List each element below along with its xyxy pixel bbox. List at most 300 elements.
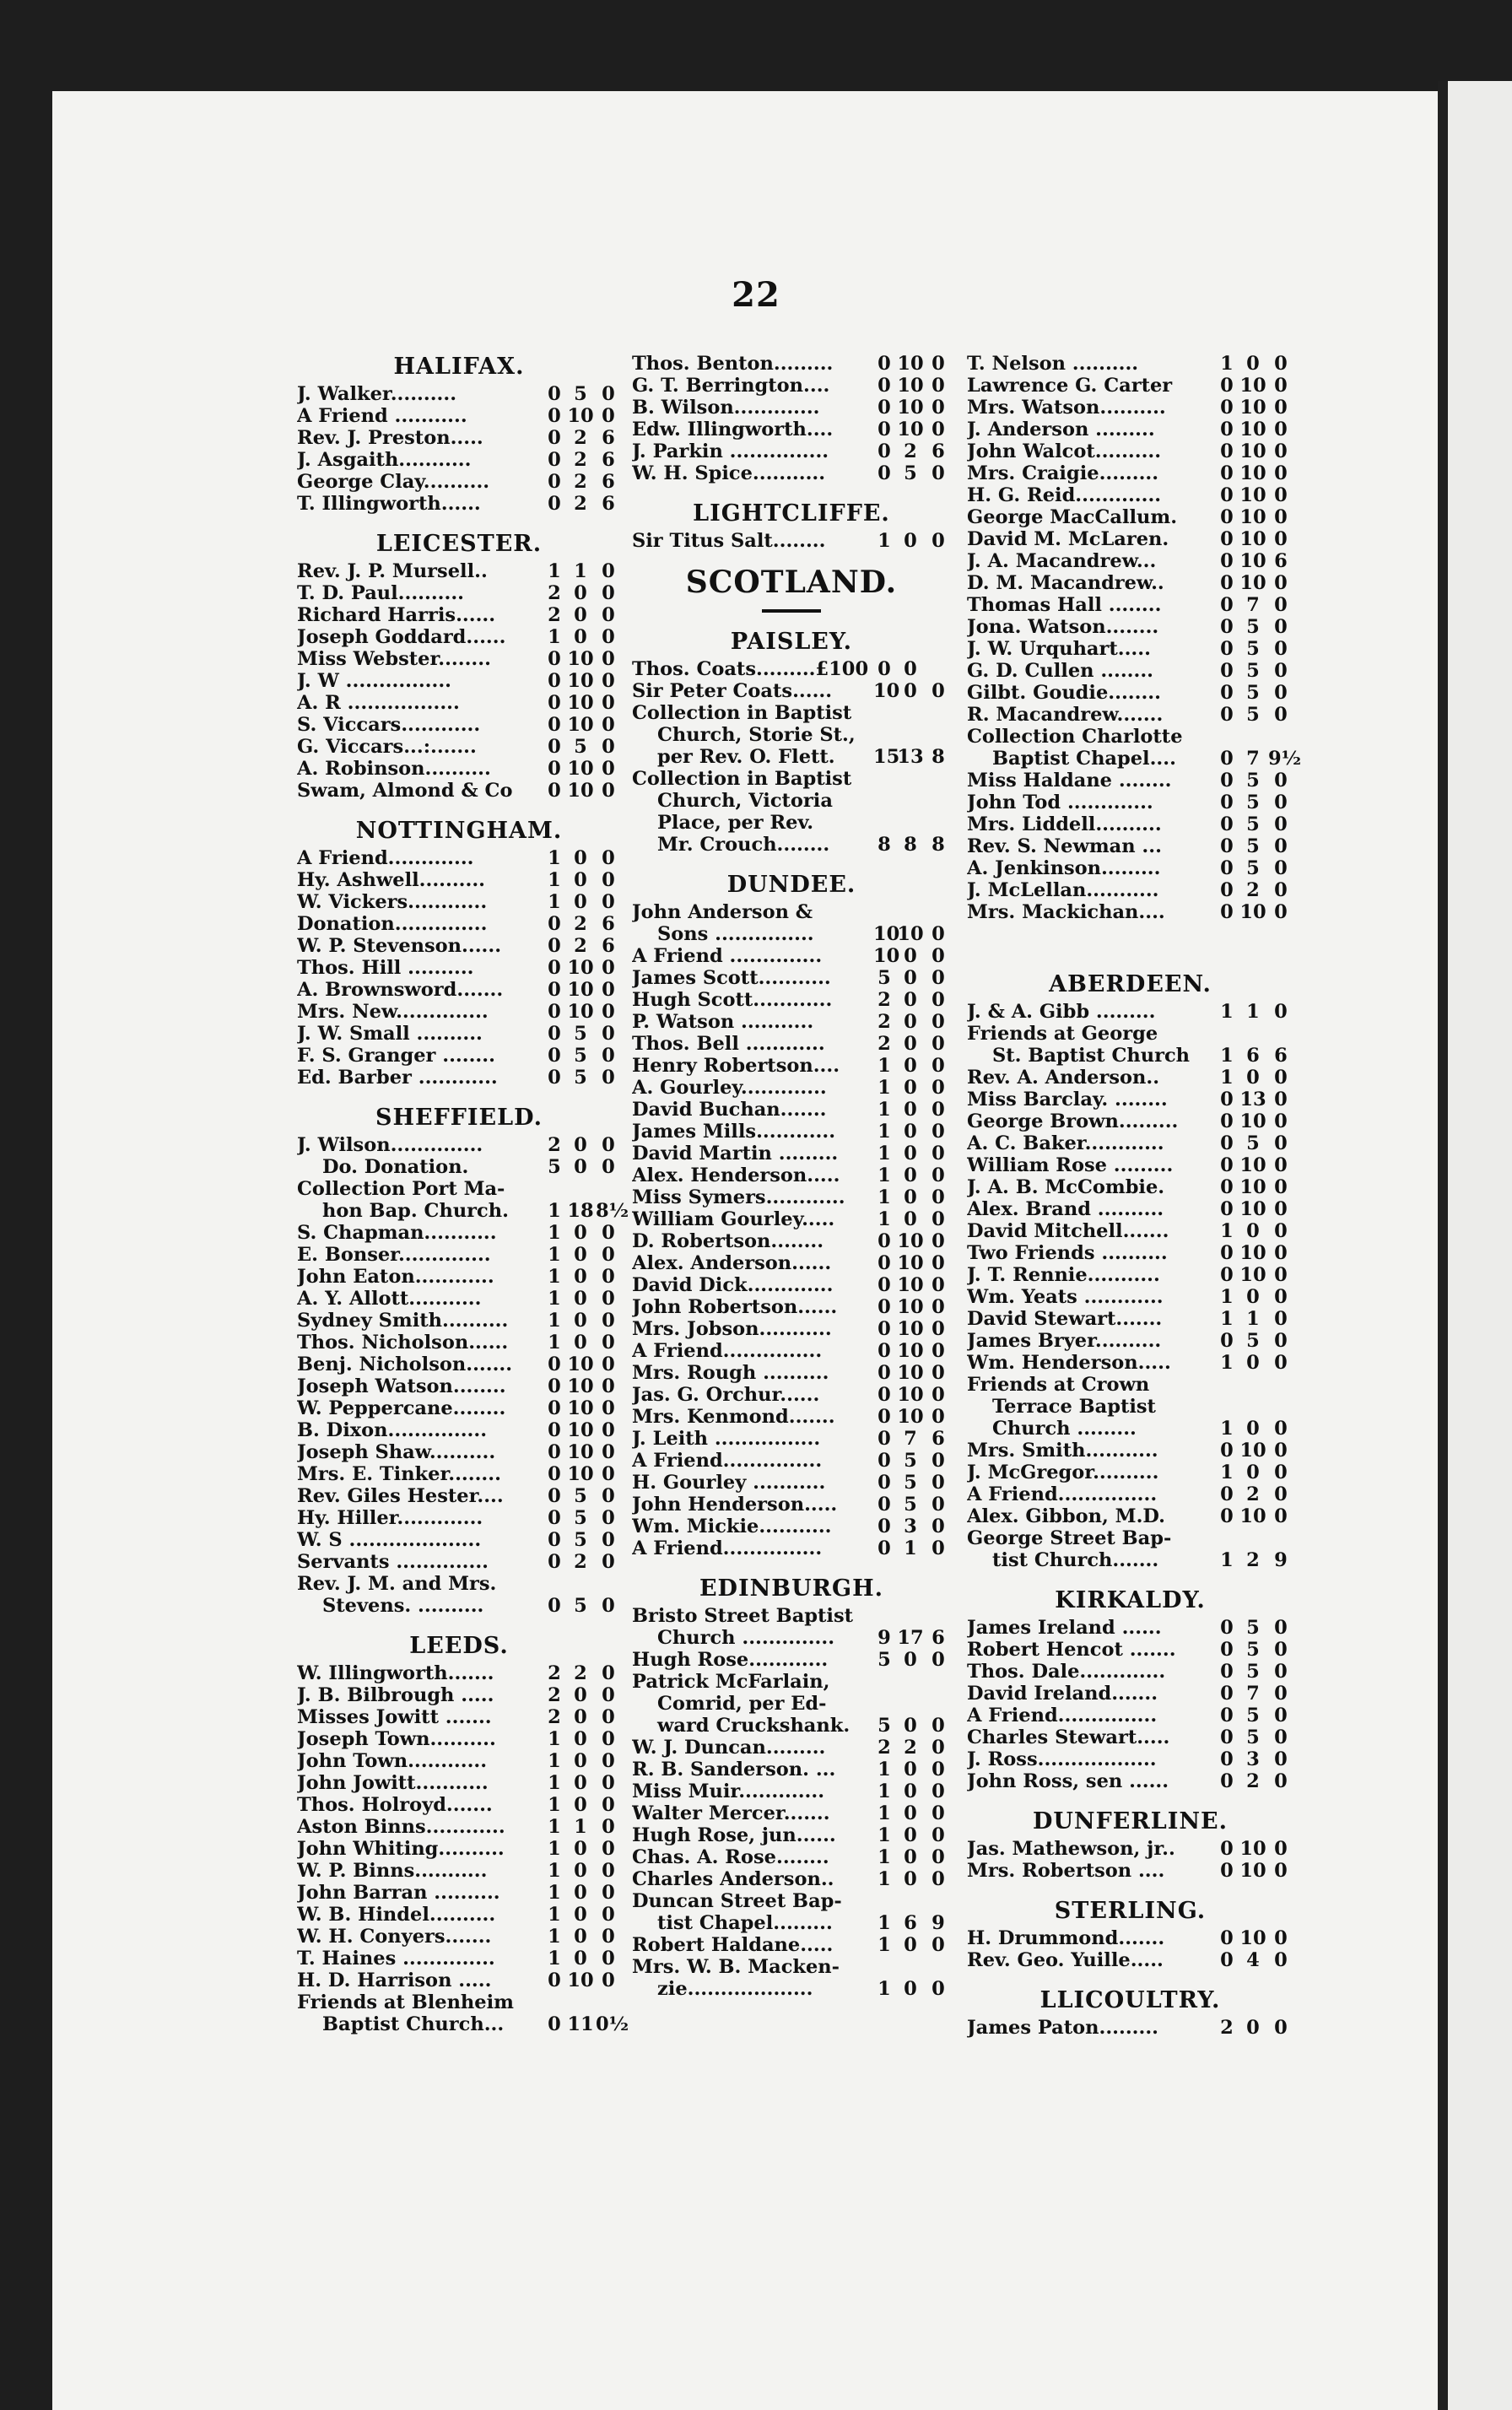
- shillings: 0: [904, 1186, 917, 1208]
- pence: 0: [932, 1033, 945, 1055]
- pounds: 0: [878, 1494, 891, 1516]
- pence: 0: [602, 1970, 615, 1991]
- donation-row: [297, 1045, 621, 1067]
- pence: 0: [602, 1222, 615, 1244]
- pence: [596, 1178, 621, 1200]
- pence: 0: [602, 1706, 615, 1728]
- pounds: [873, 1956, 895, 1978]
- shillings: 7: [1246, 594, 1260, 616]
- donor-name: David Stewart.......: [967, 1308, 1163, 1330]
- donor-name: R. B. Sanderson. ...: [632, 1759, 836, 1780]
- pounds: 0: [548, 1529, 561, 1551]
- donor-name: Rev. Giles Hester....: [297, 1485, 504, 1507]
- pounds: 2: [878, 1737, 891, 1759]
- shillings: 0: [1246, 2017, 1260, 2039]
- donor-name: James Paton.........: [967, 2017, 1158, 2039]
- pounds: 0: [878, 1274, 891, 1296]
- pence: 0: [932, 1099, 945, 1121]
- section-heading: HALIFAX.: [393, 354, 525, 380]
- donor-name: J. Leith ................: [632, 1428, 821, 1450]
- donation-row: [632, 967, 951, 989]
- shillings: 2: [574, 1662, 587, 1684]
- donor-name: per Rev. O. Flett.: [657, 746, 835, 768]
- donor-name: David M. McLaren.: [967, 528, 1169, 550]
- pounds: 0: [1220, 1949, 1234, 1971]
- pence: 0: [602, 1419, 615, 1441]
- donation-row: [967, 528, 1293, 550]
- pounds: [873, 790, 895, 812]
- pence: 0: [1274, 1683, 1288, 1705]
- shillings: 0: [904, 1802, 917, 1824]
- pence: 0: [1274, 660, 1288, 682]
- donor-name: Robert Haldane.....: [632, 1934, 834, 1956]
- pounds: 0: [1220, 440, 1234, 462]
- section-heading: EDINBURGH.: [699, 1575, 884, 1602]
- donation-row: [967, 2017, 1293, 2039]
- pounds: 0: [548, 493, 561, 515]
- pence: 0: [1274, 353, 1288, 375]
- shillings: 0: [904, 1077, 917, 1099]
- donor-name: J. W. Small ..........: [297, 1023, 483, 1045]
- shillings: 1: [574, 1816, 587, 1838]
- shillings: [1238, 1374, 1268, 1396]
- shillings: 0: [904, 1978, 917, 2000]
- shillings: 0: [904, 530, 917, 552]
- shillings: 10: [1239, 440, 1266, 462]
- pence: [926, 1693, 951, 1715]
- pounds: 1: [878, 1759, 891, 1780]
- donor-name: John Henderson.....: [632, 1494, 838, 1516]
- donor-name: S. Chapman...........: [297, 1222, 497, 1244]
- donor-name: Miss Symers............: [632, 1186, 845, 1208]
- donor-name: George MacCallum.: [967, 506, 1178, 528]
- donation-row: [967, 506, 1293, 528]
- shillings: 10: [1239, 1264, 1266, 1286]
- pence: 0: [932, 1759, 945, 1780]
- pounds: 0: [548, 648, 561, 670]
- donor-name: Mrs. E. Tinker........: [297, 1463, 501, 1485]
- donor-name: A Friend.............: [297, 847, 474, 869]
- pence: 0: [602, 1926, 615, 1948]
- donation-row: [632, 746, 951, 768]
- pence: 0: [602, 1310, 615, 1332]
- shillings: 3: [904, 1516, 917, 1537]
- donor-name: J. McLellan...........: [967, 879, 1159, 901]
- pence: 0: [932, 1362, 945, 1384]
- section-sheffield: [297, 1104, 629, 1617]
- shillings: 0: [904, 1846, 917, 1868]
- pounds: 5: [878, 1715, 891, 1737]
- pence: 0: [932, 1715, 945, 1737]
- pence: 0: [1274, 1418, 1288, 1440]
- pounds: [1216, 1527, 1238, 1549]
- shillings: 0: [904, 1121, 917, 1143]
- pounds: 1: [548, 1332, 561, 1354]
- pence: 0: [932, 1494, 945, 1516]
- pence: 0: [1274, 1726, 1288, 1748]
- shillings: 10: [567, 405, 594, 427]
- donor-name: G. D. Cullen ........: [967, 660, 1153, 682]
- shillings: [895, 1605, 926, 1627]
- donation-row: [632, 1934, 951, 1956]
- shillings: 10: [897, 1252, 924, 1274]
- pounds: 0: [548, 405, 561, 427]
- donation-row: [297, 1573, 621, 1595]
- donation-row: [632, 945, 951, 967]
- pence: 6: [932, 440, 945, 462]
- pounds: [873, 768, 895, 790]
- donor-name: Church, Storie St.,: [657, 724, 856, 746]
- donation-row: [297, 1178, 621, 1200]
- pence: 0: [1274, 2017, 1288, 2039]
- donor-name: B. Wilson.............: [632, 397, 820, 419]
- pence: 0: [1274, 1154, 1288, 1176]
- donor-name: Sir Peter Coats......: [632, 680, 833, 702]
- donation-row: [967, 594, 1293, 616]
- pence: 0: [932, 945, 945, 967]
- pence: 0: [602, 736, 615, 758]
- donation-row: [967, 1462, 1293, 1483]
- shillings: 0: [904, 967, 917, 989]
- donor-name: Thos. Dale.............: [967, 1661, 1166, 1683]
- donation-row: [967, 638, 1293, 660]
- shillings: 7: [1246, 748, 1260, 770]
- donation-row: [967, 835, 1293, 857]
- donation-row: [632, 1099, 951, 1121]
- donation-row: [297, 626, 621, 648]
- pence: 0: [1274, 1927, 1288, 1949]
- shillings: 5: [1246, 1330, 1260, 1352]
- pounds: [873, 1671, 895, 1693]
- donation-row: [632, 1715, 951, 1737]
- donation-row: [967, 419, 1293, 440]
- donation-row: [632, 375, 951, 397]
- donation-row: [632, 1011, 951, 1033]
- donation-row: [297, 1001, 621, 1023]
- donor-name: James Scott...........: [632, 967, 831, 989]
- pounds: 1: [878, 1802, 891, 1824]
- section-paisley: [632, 628, 951, 856]
- donation-row: [967, 1176, 1293, 1198]
- pounds: 0: [1220, 813, 1234, 835]
- donation-row: [967, 660, 1293, 682]
- shillings: 0: [574, 1134, 587, 1156]
- shillings: 10: [1239, 375, 1266, 397]
- donation-row: [632, 1340, 951, 1362]
- shillings: 0: [574, 1750, 587, 1772]
- donation-row: [297, 1860, 621, 1882]
- donation-row: [967, 1198, 1293, 1220]
- shillings: 5: [1246, 1132, 1260, 1154]
- donor-name: Mrs. Liddell..........: [967, 813, 1162, 835]
- shillings: 10: [1239, 1176, 1266, 1198]
- pence: 0: [602, 1662, 615, 1684]
- donor-name: Mrs. Watson..........: [967, 397, 1166, 419]
- shillings: 2: [574, 449, 587, 471]
- donor-name: J. W. Urquhart.....: [967, 638, 1151, 660]
- donation-row: [632, 1472, 951, 1494]
- donation-row: [632, 1693, 951, 1715]
- pounds: 0: [878, 658, 891, 680]
- donation-row: [967, 1860, 1293, 1882]
- shillings: 0: [574, 1706, 587, 1728]
- pounds: 1: [548, 1728, 561, 1750]
- shillings: [565, 1991, 596, 2013]
- donation-row: [297, 1023, 621, 1045]
- pence: 0: [932, 1274, 945, 1296]
- pounds: 1: [548, 1860, 561, 1882]
- donor-name: A. Robinson..........: [297, 758, 491, 780]
- pence: 0: [1274, 770, 1288, 792]
- donor-name: Thos. Nicholson......: [297, 1332, 509, 1354]
- pounds: 0: [878, 1362, 891, 1384]
- pence: 0: [932, 1649, 945, 1671]
- shillings: 10: [567, 1463, 594, 1485]
- donor-name: J. Wilson..............: [297, 1134, 483, 1156]
- pence: 0: [932, 1934, 945, 1956]
- pence: 6: [1274, 1045, 1288, 1067]
- donor-name: Miss Barclay. ........: [967, 1089, 1168, 1110]
- shillings: 0: [904, 1011, 917, 1033]
- donor-name: Thos. Benton.........: [632, 353, 834, 375]
- pounds: 1: [878, 530, 891, 552]
- donation-row: [967, 1661, 1293, 1683]
- shillings: 0: [904, 1780, 917, 1802]
- pounds: 5: [878, 967, 891, 989]
- pence: 8: [932, 834, 945, 856]
- donor-name: Rev. S. Newman ...: [967, 835, 1162, 857]
- shillings: 10: [897, 1340, 924, 1362]
- pence: 0: [602, 1860, 615, 1882]
- pence: 0: [1274, 1705, 1288, 1726]
- donation-row: [297, 1134, 621, 1156]
- donor-name: Friends at George: [967, 1023, 1158, 1045]
- pence: 0: [602, 869, 615, 891]
- pounds: 2: [548, 1662, 561, 1684]
- pence: 0: [1274, 572, 1288, 594]
- donor-name: Edw. Illingworth....: [632, 419, 834, 440]
- donor-name: W. Peppercane........: [297, 1397, 506, 1419]
- pence: 0: [932, 1077, 945, 1099]
- pounds: 1: [878, 1143, 891, 1164]
- donor-name: Bristo Street Baptist: [632, 1605, 854, 1627]
- shillings: 1: [904, 1537, 917, 1559]
- donation-row: [297, 1750, 621, 1772]
- pence: 0: [932, 1121, 945, 1143]
- shillings: 0: [574, 604, 587, 626]
- pounds: 1: [1220, 1001, 1234, 1023]
- section-nottingham: [297, 817, 621, 1089]
- pence: 0: [1274, 1949, 1288, 1971]
- pounds: 0: [1220, 1505, 1234, 1527]
- pounds: [873, 901, 895, 923]
- section-llicoultry: [967, 1986, 1293, 2039]
- pence: 0: [602, 1288, 615, 1310]
- donation-row: [967, 1418, 1293, 1440]
- pounds: 1: [878, 1121, 891, 1143]
- pence: 0: [1274, 1242, 1288, 1264]
- shillings: 5: [1246, 1705, 1260, 1726]
- pence: 0: [1274, 1440, 1288, 1462]
- donor-name: Donation..............: [297, 913, 488, 935]
- pounds: 10: [873, 945, 900, 967]
- pence: 8: [932, 746, 945, 768]
- donor-name: Joseph Shaw..........: [297, 1441, 496, 1463]
- donation-row: [297, 935, 621, 957]
- donor-name: Miss Haldane ........: [967, 770, 1172, 792]
- pounds: 1: [548, 1904, 561, 1926]
- shillings: 0: [574, 869, 587, 891]
- donation-row: [632, 419, 951, 440]
- shillings: [895, 1956, 926, 1978]
- donation-row: [297, 1244, 621, 1266]
- donor-name: John Walcot..........: [967, 440, 1162, 462]
- pence: 0: [932, 1450, 945, 1472]
- donation-row: [297, 1772, 621, 1794]
- donor-name: W. S ....................: [297, 1529, 482, 1551]
- pence: 0: [1274, 594, 1288, 616]
- pounds: 0: [1220, 419, 1234, 440]
- pounds: 1: [1220, 353, 1234, 375]
- pounds: 0: [548, 714, 561, 736]
- pounds: 0: [1220, 857, 1234, 879]
- pounds: [873, 702, 895, 724]
- shillings: 2: [1246, 879, 1260, 901]
- pence: 0: [602, 1441, 615, 1463]
- pounds: 0: [1220, 1330, 1234, 1352]
- page-number: 22: [732, 275, 780, 315]
- donation-row: [297, 1222, 621, 1244]
- pence: 9: [1274, 1549, 1288, 1571]
- donor-name: Robert Hencot .......: [967, 1639, 1176, 1661]
- donation-row: [632, 1186, 951, 1208]
- pence: [926, 901, 951, 923]
- shillings: 0: [574, 891, 587, 913]
- donation-row: [632, 1978, 951, 2000]
- donor-name: Thos. Hill ..........: [297, 957, 474, 979]
- donor-name: William Gourley.....: [632, 1208, 835, 1230]
- shillings: 5: [574, 383, 587, 405]
- shillings: 0: [574, 1310, 587, 1332]
- donor-name: Sons ...............: [657, 923, 814, 945]
- pounds: 0: [878, 375, 891, 397]
- pence: 0: [932, 1824, 945, 1846]
- pence: [926, 768, 951, 790]
- shillings: 0: [1246, 1462, 1260, 1483]
- donation-row: [632, 834, 951, 856]
- donor-name: T. D. Paul..........: [297, 582, 465, 604]
- shillings: 5: [1246, 770, 1260, 792]
- pounds: 1: [548, 1772, 561, 1794]
- donation-row: [297, 1200, 629, 1222]
- pence: 0: [602, 1463, 615, 1485]
- pence: 0: [602, 1001, 615, 1023]
- donor-name: Jas. G. Orchur......: [632, 1384, 820, 1406]
- pence: 0: [602, 1595, 615, 1617]
- donor-name: hon Bap. Church.: [322, 1200, 509, 1222]
- shillings: 0: [574, 1156, 587, 1178]
- donation-row: [632, 1780, 951, 1802]
- pounds: 0: [548, 935, 561, 957]
- donor-name: J. Asgaith...........: [297, 449, 472, 471]
- pence: 0: [1274, 1089, 1288, 1110]
- shillings: 11: [567, 2013, 594, 2035]
- shillings: 10: [567, 692, 594, 714]
- pence: 0: [1274, 484, 1288, 506]
- shillings: [895, 1671, 926, 1693]
- donation-row: [967, 1132, 1293, 1154]
- pounds: 0: [1220, 682, 1234, 704]
- donor-name: Collection Charlotte: [967, 726, 1183, 748]
- donor-name: J. Anderson .........: [967, 419, 1155, 440]
- donor-name: James Ireland ......: [967, 1617, 1162, 1639]
- section-heading: PAISLEY.: [730, 629, 853, 655]
- pence: 0: [602, 1904, 615, 1926]
- pounds: 0: [1220, 792, 1234, 813]
- donation-row: [632, 462, 951, 484]
- donation-row: [297, 1397, 621, 1419]
- donation-row: [297, 847, 621, 869]
- shillings: 10: [567, 1375, 594, 1397]
- donor-name: G. Viccars...:.......: [297, 736, 477, 758]
- shillings: 5: [1246, 638, 1260, 660]
- pence: 0: [932, 680, 945, 702]
- donation-row: [632, 1450, 951, 1472]
- donor-name: James Mills............: [632, 1121, 836, 1143]
- section-kirkaldy: [967, 1586, 1293, 1792]
- donation-row: [967, 1770, 1293, 1792]
- section-heading: STERLING.: [1054, 1898, 1207, 1924]
- donation-row: [632, 702, 951, 724]
- pence: 0: [932, 1737, 945, 1759]
- shillings: 0: [904, 1164, 917, 1186]
- donation-row: [967, 1089, 1293, 1110]
- pence: 6: [932, 1428, 945, 1450]
- donor-name: Joseph Goddard......: [297, 626, 506, 648]
- donation-row: [967, 1110, 1293, 1132]
- donation-row: [632, 1537, 951, 1559]
- shillings: 0: [574, 1838, 587, 1860]
- donation-row: [297, 1838, 621, 1860]
- donation-row: [967, 1045, 1293, 1067]
- donation-row: [632, 1627, 951, 1649]
- donor-name: W. P. Stevenson......: [297, 935, 502, 957]
- donation-row: [967, 1001, 1293, 1023]
- donor-name: Aston Binns............: [297, 1816, 505, 1838]
- pounds: 1: [548, 1882, 561, 1904]
- pence: 0: [602, 847, 615, 869]
- pounds: 0: [1220, 638, 1234, 660]
- shillings: 10: [897, 1362, 924, 1384]
- shillings: 10: [567, 670, 594, 692]
- pence: 0: [1274, 506, 1288, 528]
- pence: 0: [1274, 375, 1288, 397]
- pounds: 0: [1220, 660, 1234, 682]
- pounds: 1: [1220, 1220, 1234, 1242]
- pounds: 0: [1220, 375, 1234, 397]
- donor-name: Miss Muir.............: [632, 1780, 825, 1802]
- pounds: 0: [1220, 835, 1234, 857]
- shillings: 3: [1246, 1748, 1260, 1770]
- pence: 0: [1274, 1838, 1288, 1860]
- pence: [596, 1573, 621, 1595]
- shillings: 0: [1246, 1418, 1260, 1440]
- donor-name: Church ..............: [657, 1627, 835, 1649]
- pence: 0: [932, 1055, 945, 1077]
- donation-row: [967, 1838, 1293, 1860]
- pence: 0: [1274, 1770, 1288, 1792]
- donor-name: Baptist Chapel....: [992, 748, 1176, 770]
